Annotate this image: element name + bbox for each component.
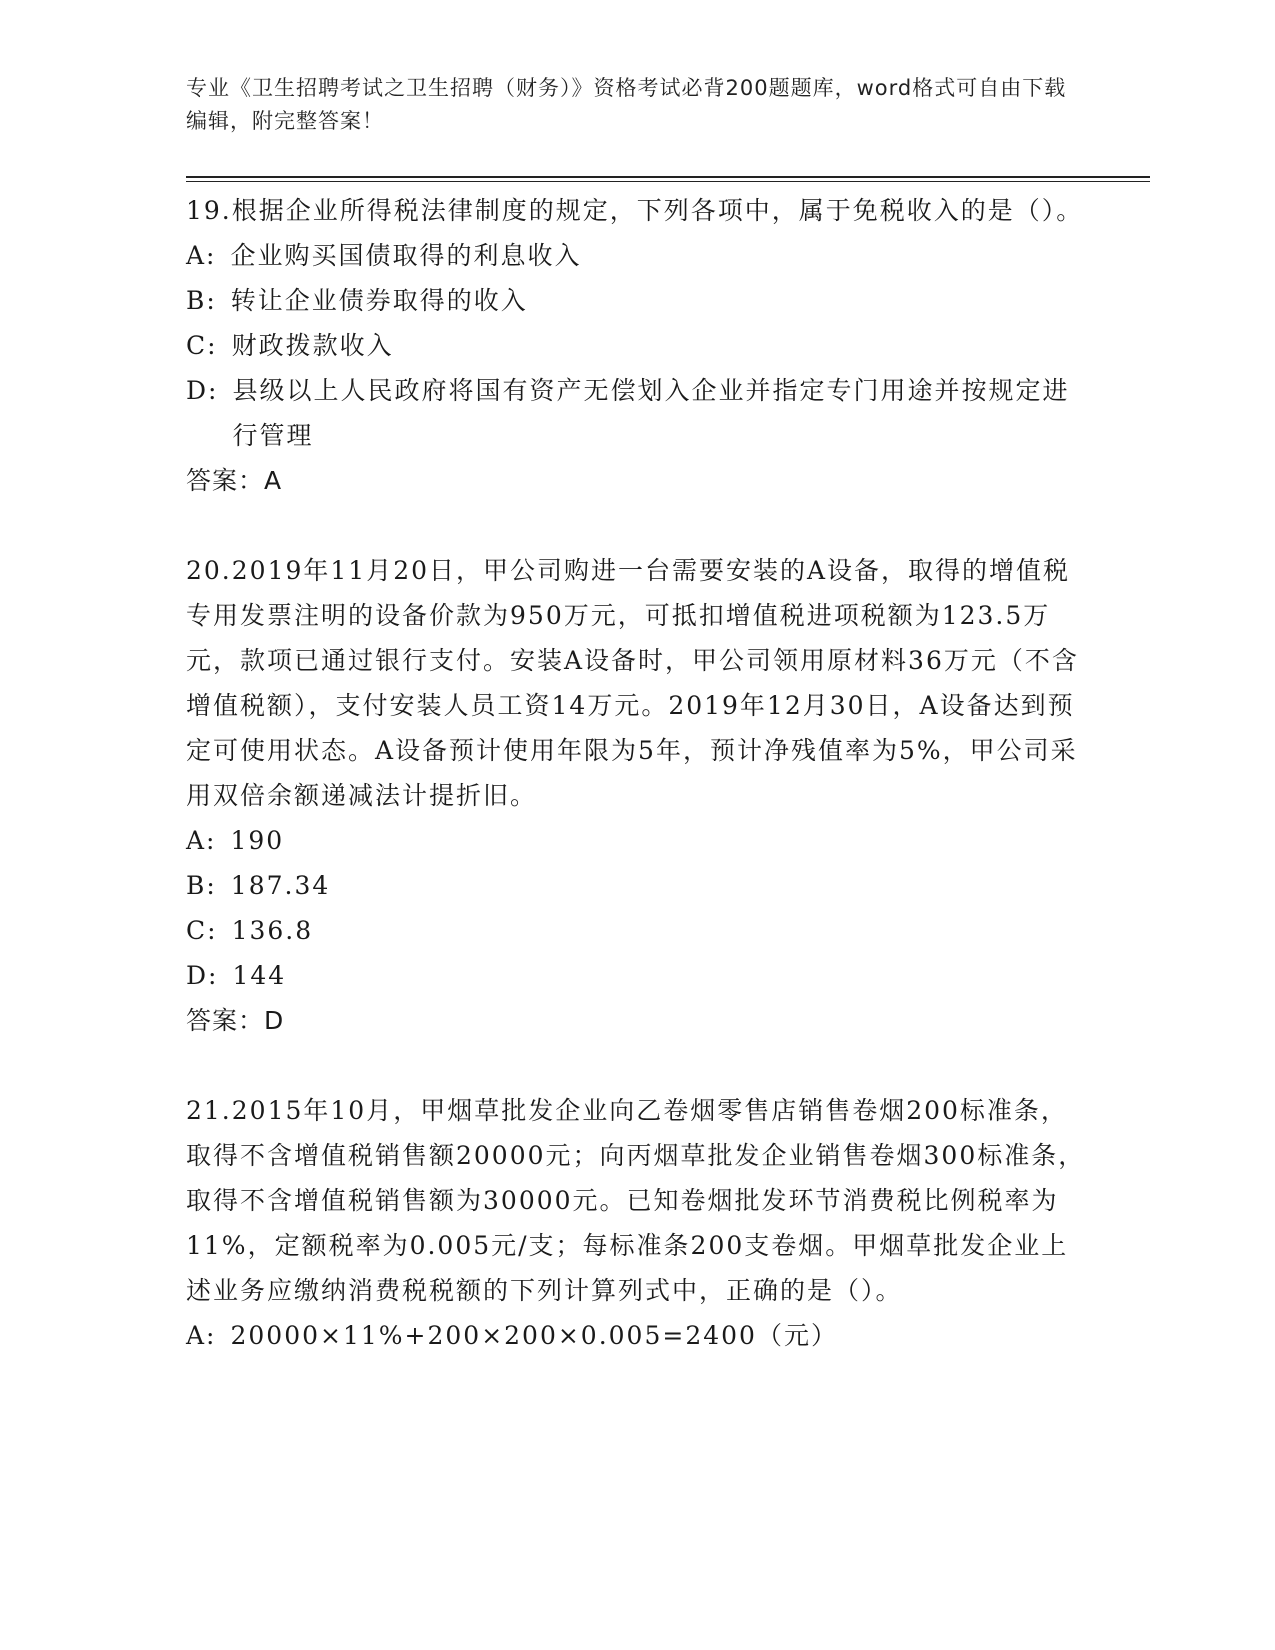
option-letter: A: <box>186 1321 217 1350</box>
question-20 <box>186 548 1086 1043</box>
option-letter: A: <box>186 241 217 270</box>
option-text: 144 <box>232 961 287 990</box>
option-c <box>186 908 1086 953</box>
option-d <box>186 953 1086 998</box>
option-text: 136.8 <box>231 916 314 945</box>
option-text: 20000×11%+200×200×0.005=2400（元） <box>230 1321 838 1350</box>
question-spacer <box>186 1043 1086 1088</box>
option-text: 财政拨款收入 <box>231 331 394 360</box>
option-b <box>186 278 1086 323</box>
option-letter: A: <box>186 826 217 855</box>
option-d <box>186 368 1086 458</box>
option-b <box>186 863 1086 908</box>
option-letter: C: <box>186 916 218 945</box>
question-stem: 20.2019年11月20日，甲公司购进一台需要安装的A设备，取得的增值税专用发票注明的设备价款为950万元，可抵扣增值税进项税额为123.5万元，款项已通过银行支付。安装A设备时，甲公司领用原材料36万元（不含增值税额），支付安装人员工资14万元。2019年12月30日，A设备达到预定可使用状态。A设备预计使用年限为5年，预计净残值率为5%，甲公司采用双倍余额递减法计提折旧。 <box>186 556 1079 810</box>
option-c <box>186 323 1086 368</box>
option-letter: D: <box>186 961 219 990</box>
option-text: 转让企业债券取得的收入 <box>230 286 528 315</box>
answer-line: 答案：A <box>186 466 283 495</box>
option-letter: B: <box>186 286 217 315</box>
question-19 <box>186 188 1086 503</box>
option-letter: C: <box>186 331 218 360</box>
document-header: 专业《卫生招聘考试之卫生招聘（财务）》资格考试必背200题题库，word格式可自由下载编辑，附完整答案！ <box>186 76 1067 133</box>
question-stem: 19.根据企业所得税法律制度的规定，下列各项中，属于免税收入的是（）。 <box>186 196 1084 225</box>
option-a <box>186 233 1086 278</box>
question-spacer <box>186 503 1086 548</box>
option-a <box>186 1313 1086 1358</box>
option-a <box>186 818 1086 863</box>
option-letter: B: <box>186 871 217 900</box>
option-letter: D: <box>186 376 219 405</box>
option-text: 企业购买国债取得的利息收入 <box>230 241 582 270</box>
option-text: 县级以上人民政府将国有资产无偿划入企业并指定专门用途并按规定进行管理 <box>232 376 1070 450</box>
header-divider <box>186 176 1150 182</box>
question-stem: 21.2015年10月，甲烟草批发企业向乙卷烟零售店销售卷烟200标准条，取得不含增值税销售额20000元；向丙烟草批发企业销售卷烟300标准条，取得不含增值税销售额为30000元。已知卷烟批发环节消费税比例税率为11%，定额税率为0.005元/支；每标准条200支卷烟。甲烟草批发企业上述业务应缴纳消费税税额的下列计算列式中，正确的是（）。 <box>186 1096 1086 1305</box>
question-21 <box>186 1088 1086 1358</box>
option-text: 190 <box>230 826 285 855</box>
question-list <box>186 188 1086 1358</box>
answer-line: 答案：D <box>186 1006 285 1035</box>
option-text: 187.34 <box>230 871 331 900</box>
